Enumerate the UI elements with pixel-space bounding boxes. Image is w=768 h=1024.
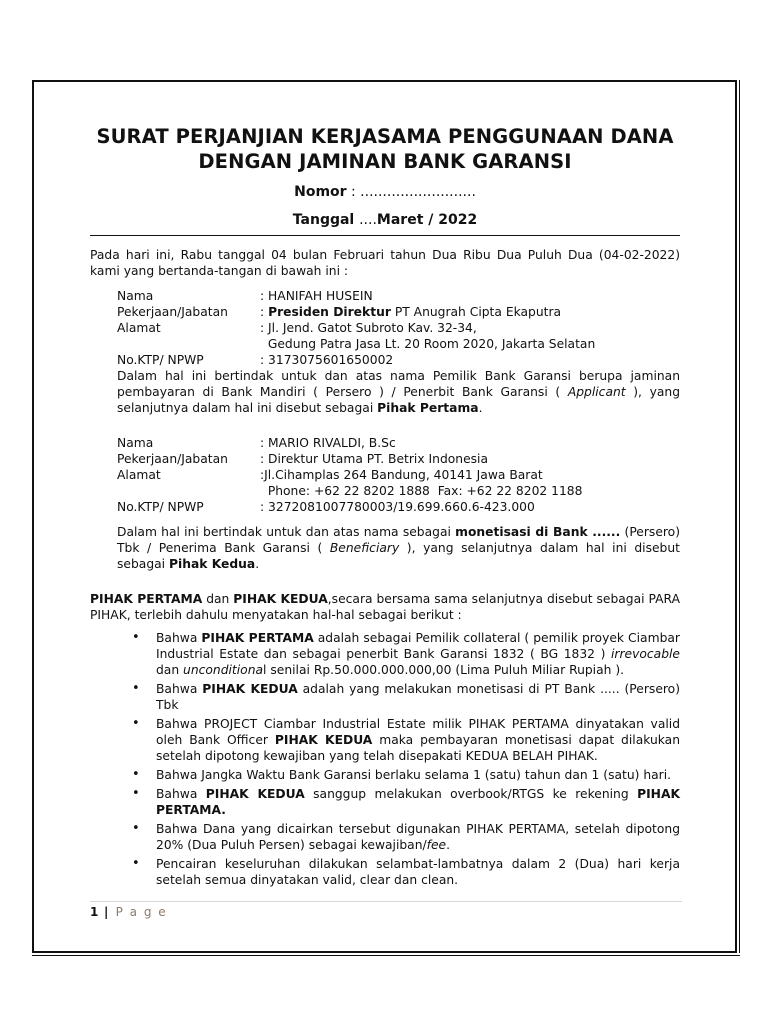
page-number: 1 [90,905,99,919]
p2-ktp: : 3272081007780003/19.699.660.6-423.000 [260,500,535,514]
statements-list [90,630,680,888]
page-label: P a g e [115,905,168,919]
title-line-1: SURAT PERJANJIAN KERJASAMA PENGGUNAAN DANA [96,125,674,148]
page-separator: | [98,905,116,919]
nomor-line [90,184,680,200]
list-item: • Pencairan keseluruhan dilakukan selambat-lambatnya dalam 2 (Dua) hari kerja setelah semua dinyatakan valid, clear dan clean. [156,856,680,888]
party-one [117,288,680,368]
p1-nama-label: Nama [117,289,154,303]
tanggal-label: Tanggal [292,212,355,228]
p1-alamat-2: Gedung Patra Jasa Lt. 20 Room 2020, Jakarta Selatan [260,337,596,351]
list-item: • Bahwa PIHAK KEDUA sanggup melakukan overbook/RTGS ke rekening PIHAK PERTAMA. [156,786,680,818]
p2-alamat-1: :Jl.Cihamplas 264 Bandung, 40141 Jawa Barat [260,468,543,482]
p2-alamat-label: Alamat [117,468,161,482]
list-item: • Bahwa PROJECT Ciambar Industrial Estate milik PIHAK PERTAMA dinyatakan valid oleh Bank Officer PIHAK KEDUA maka pembayaran monetisasi dapat dilakukan setelah dipotong kewajiban yang telah disepakati KEDUA BELAH PIHAK. [156,716,680,764]
p2-jabatan-label: Pekerjaan/Jabatan [117,452,228,466]
title-line-2: DENGAN JAMINAN BANK GARANSI [198,150,572,173]
party-two [117,435,680,515]
p1-jabatan-label: Pekerjaan/Jabatan [117,305,228,319]
document-title [90,124,680,174]
p2-ktp-label: No.KTP/ NPWP [117,500,204,514]
tanggal-value: Maret / 2022 [376,212,478,228]
p1-alamat-1: : Jl. Jend. Gatot Subroto Kav. 32-34, [260,321,477,335]
document-body [90,124,680,891]
list-item: • Bahwa PIHAK KEDUA adalah yang melakukan monetisasi di PT Bank ..... (Persero) Tbk [156,681,680,713]
p2-alamat-2: Phone: +62 22 8202 1888 Fax: +62 22 8202 1188 [260,484,583,498]
p1-description: Dalam hal ini bertindak untuk dan atas nama Pemilik Bank Garansi berupa jaminan pembayaran di Bank Mandiri ( Persero ) / Penerbit Bank Garansi ( Applicant ), yang selanjutnya dalam hal ini disebut sebagai Pihak Pertama. [117,369,680,415]
intro-paragraph: Pada hari ini, Rabu tanggal 04 bulan Februari tahun Dua Ribu Dua Puluh Dua (04-02-2022) kami yang bertanda-tangan di bawah ini : [90,248,680,278]
nomor-label: Nomor [294,184,347,200]
page-footer [90,905,682,919]
p1-alamat-label: Alamat [117,321,161,335]
p2-description: Dalam hal ini bertindak untuk dan atas nama sebagai monetisasi di Bank ...... (Persero) Tbk / Penerima Bank Garansi ( Beneficiary ), yang selanjutnya dalam hal ini disebut sebagai Pihak Kedua. [117,525,681,571]
p2-nama: : MARIO RIVALDI, B.Sc [260,436,396,450]
p1-jabatan: : Presiden Direktur PT Anugrah Cipta Ekaputra [260,305,562,319]
page-border-shadow-right [739,80,740,953]
page-border-shadow-bottom [32,955,740,956]
p2-nama-label: Nama [117,436,154,450]
p1-ktp-label: No.KTP/ NPWP [117,353,204,367]
list-item: • Bahwa Jangka Waktu Bank Garansi berlaku selama 1 (satu) tahun dan 1 (satu) hari. [156,767,680,783]
title-divider [90,235,680,236]
tanggal-dots: .... [359,212,377,228]
p1-nama: : HANIFAH HUSEIN [260,289,373,303]
list-item: • Bahwa PIHAK PERTAMA adalah sebagai Pemilik collateral ( pemilik proyek Ciambar Industrial Estate dan sebagai penerbit Bank Garansi 1832 ( BG 1832 ) irrevocable dan unconditional senilai Rp.50.000.000.000,00 (Lima Puluh Miliar Rupiah ). [156,630,680,678]
tanggal-line [90,212,680,228]
p1-ktp: : 3173075601650002 [260,353,394,367]
list-item: • Bahwa Dana yang dicairkan tersebut digunakan PIHAK PERTAMA, setelah dipotong 20% (Dua Puluh Persen) sebagai kewajiban/fee. [156,821,680,853]
para-pihak-paragraph: PIHAK PERTAMA dan PIHAK KEDUA,secara bersama sama selanjutnya disebut sebagai PARA PIHAK, terlebih dahulu menyatakan hal-hal sebagai berikut : [90,592,680,622]
nomor-value: : .......................... [351,184,476,200]
footer-divider [90,901,682,902]
p2-jabatan: : Direktur Utama PT. Betrix Indonesia [260,452,489,466]
